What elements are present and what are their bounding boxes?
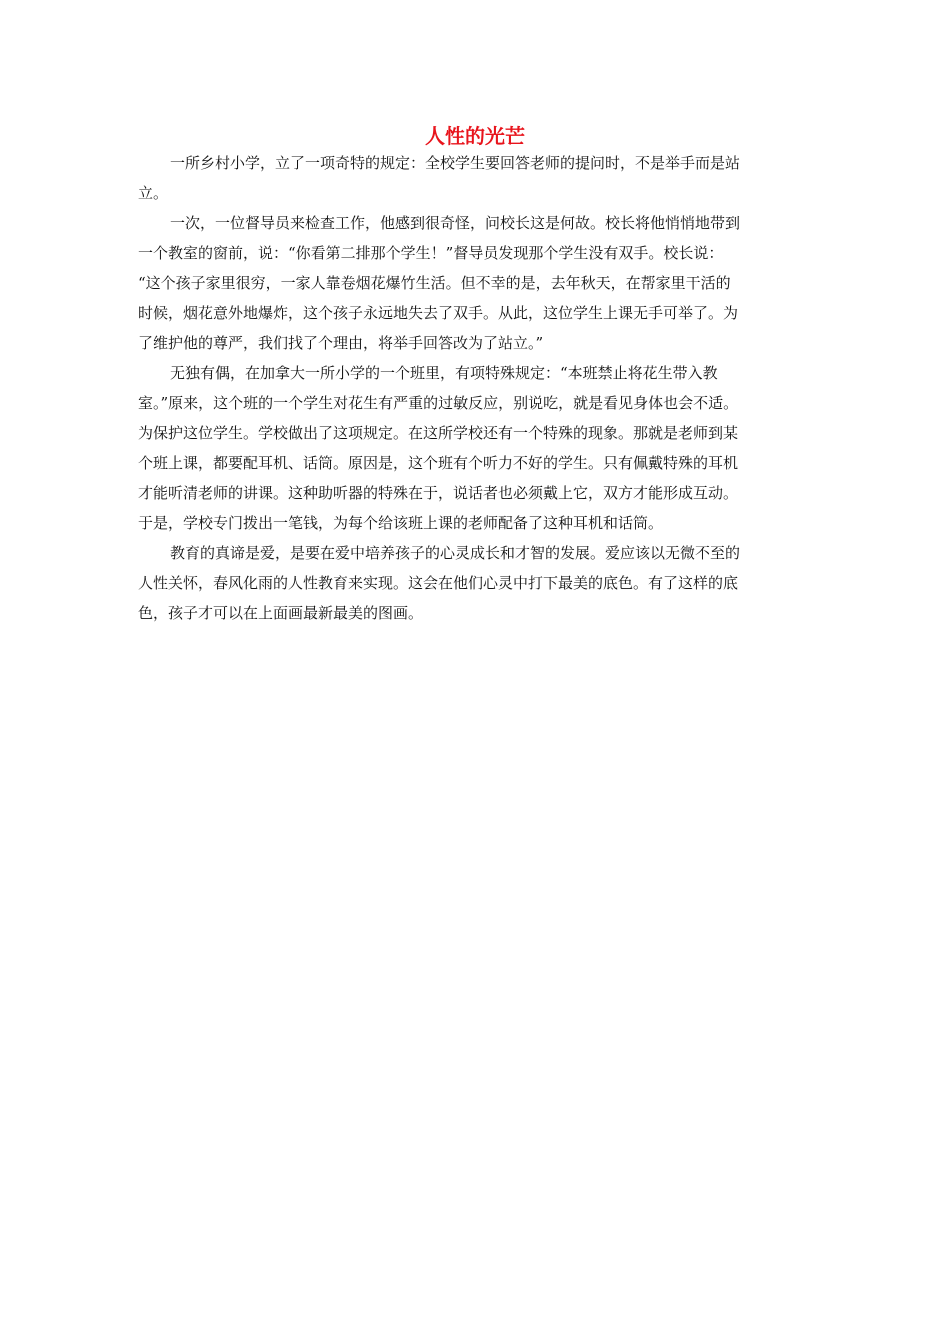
text-line: “这个孩子家里很穷，一家人靠卷烟花爆竹生活。但不幸的是，去年秋天，在帮家里干活的: [138, 274, 731, 292]
text-line: 教育的真谛是爱，是要在爱中培养孩子的心灵成长和才智的发展。爱应该以无微不至的: [170, 544, 741, 562]
text-line: 于是，学校专门拨出一笔钱，为每个给该班上课的老师配备了这种耳机和话筒。: [138, 514, 664, 532]
text-line: 个班上课，都要配耳机、话筒。原因是，这个班有个听力不好的学生。只有佩戴特殊的耳机: [138, 454, 739, 472]
text-line: 才能听清老师的讲课。这种助听器的特殊在于，说话者也必须戴上它，双方才能形成互动。: [138, 484, 739, 502]
document-title: 人性的光芒: [425, 124, 525, 148]
text-line: 为保护这位学生。学校做出了这项规定。在这所学校还有一个特殊的现象。那就是老师到某: [138, 424, 739, 442]
document-body: [138, 148, 818, 628]
text-line: 立。: [138, 184, 169, 202]
text-line: 室。”原来，这个班的一个学生对花生有严重的过敏反应，别说吃，就是看见身体也会不适。: [138, 394, 739, 412]
text-line: 了维护他的尊严，我们找了个理由，将举手回答改为了站立。”: [138, 334, 544, 352]
text-line: 人性关怀，春风化雨的人性教育来实现。这会在他们心灵中打下最美的底色。有了这样的底: [138, 574, 739, 592]
text-line: 无独有偶，在加拿大一所小学的一个班里，有项特殊规定：“本班禁止将花生带入教: [170, 364, 718, 382]
text-line: 时候，烟花意外地爆炸，这个孩子永远地失去了双手。从此，这位学生上课无手可举了。为: [138, 304, 739, 322]
text-line: 一所乡村小学，立了一项奇特的规定：全校学生要回答老师的提问时，不是举手而是站: [170, 154, 741, 172]
text-line: 色，孩子才可以在上面画最新最美的图画。: [138, 604, 424, 622]
text-line: 一次，一位督导员来检查工作，他感到很奇怪，问校长这是何故。校长将他悄悄地带到: [170, 214, 741, 232]
text-line: 一个教室的窗前，说：“你看第二排那个学生！”督导员发现那个学生没有双手。校长说：: [138, 244, 724, 262]
